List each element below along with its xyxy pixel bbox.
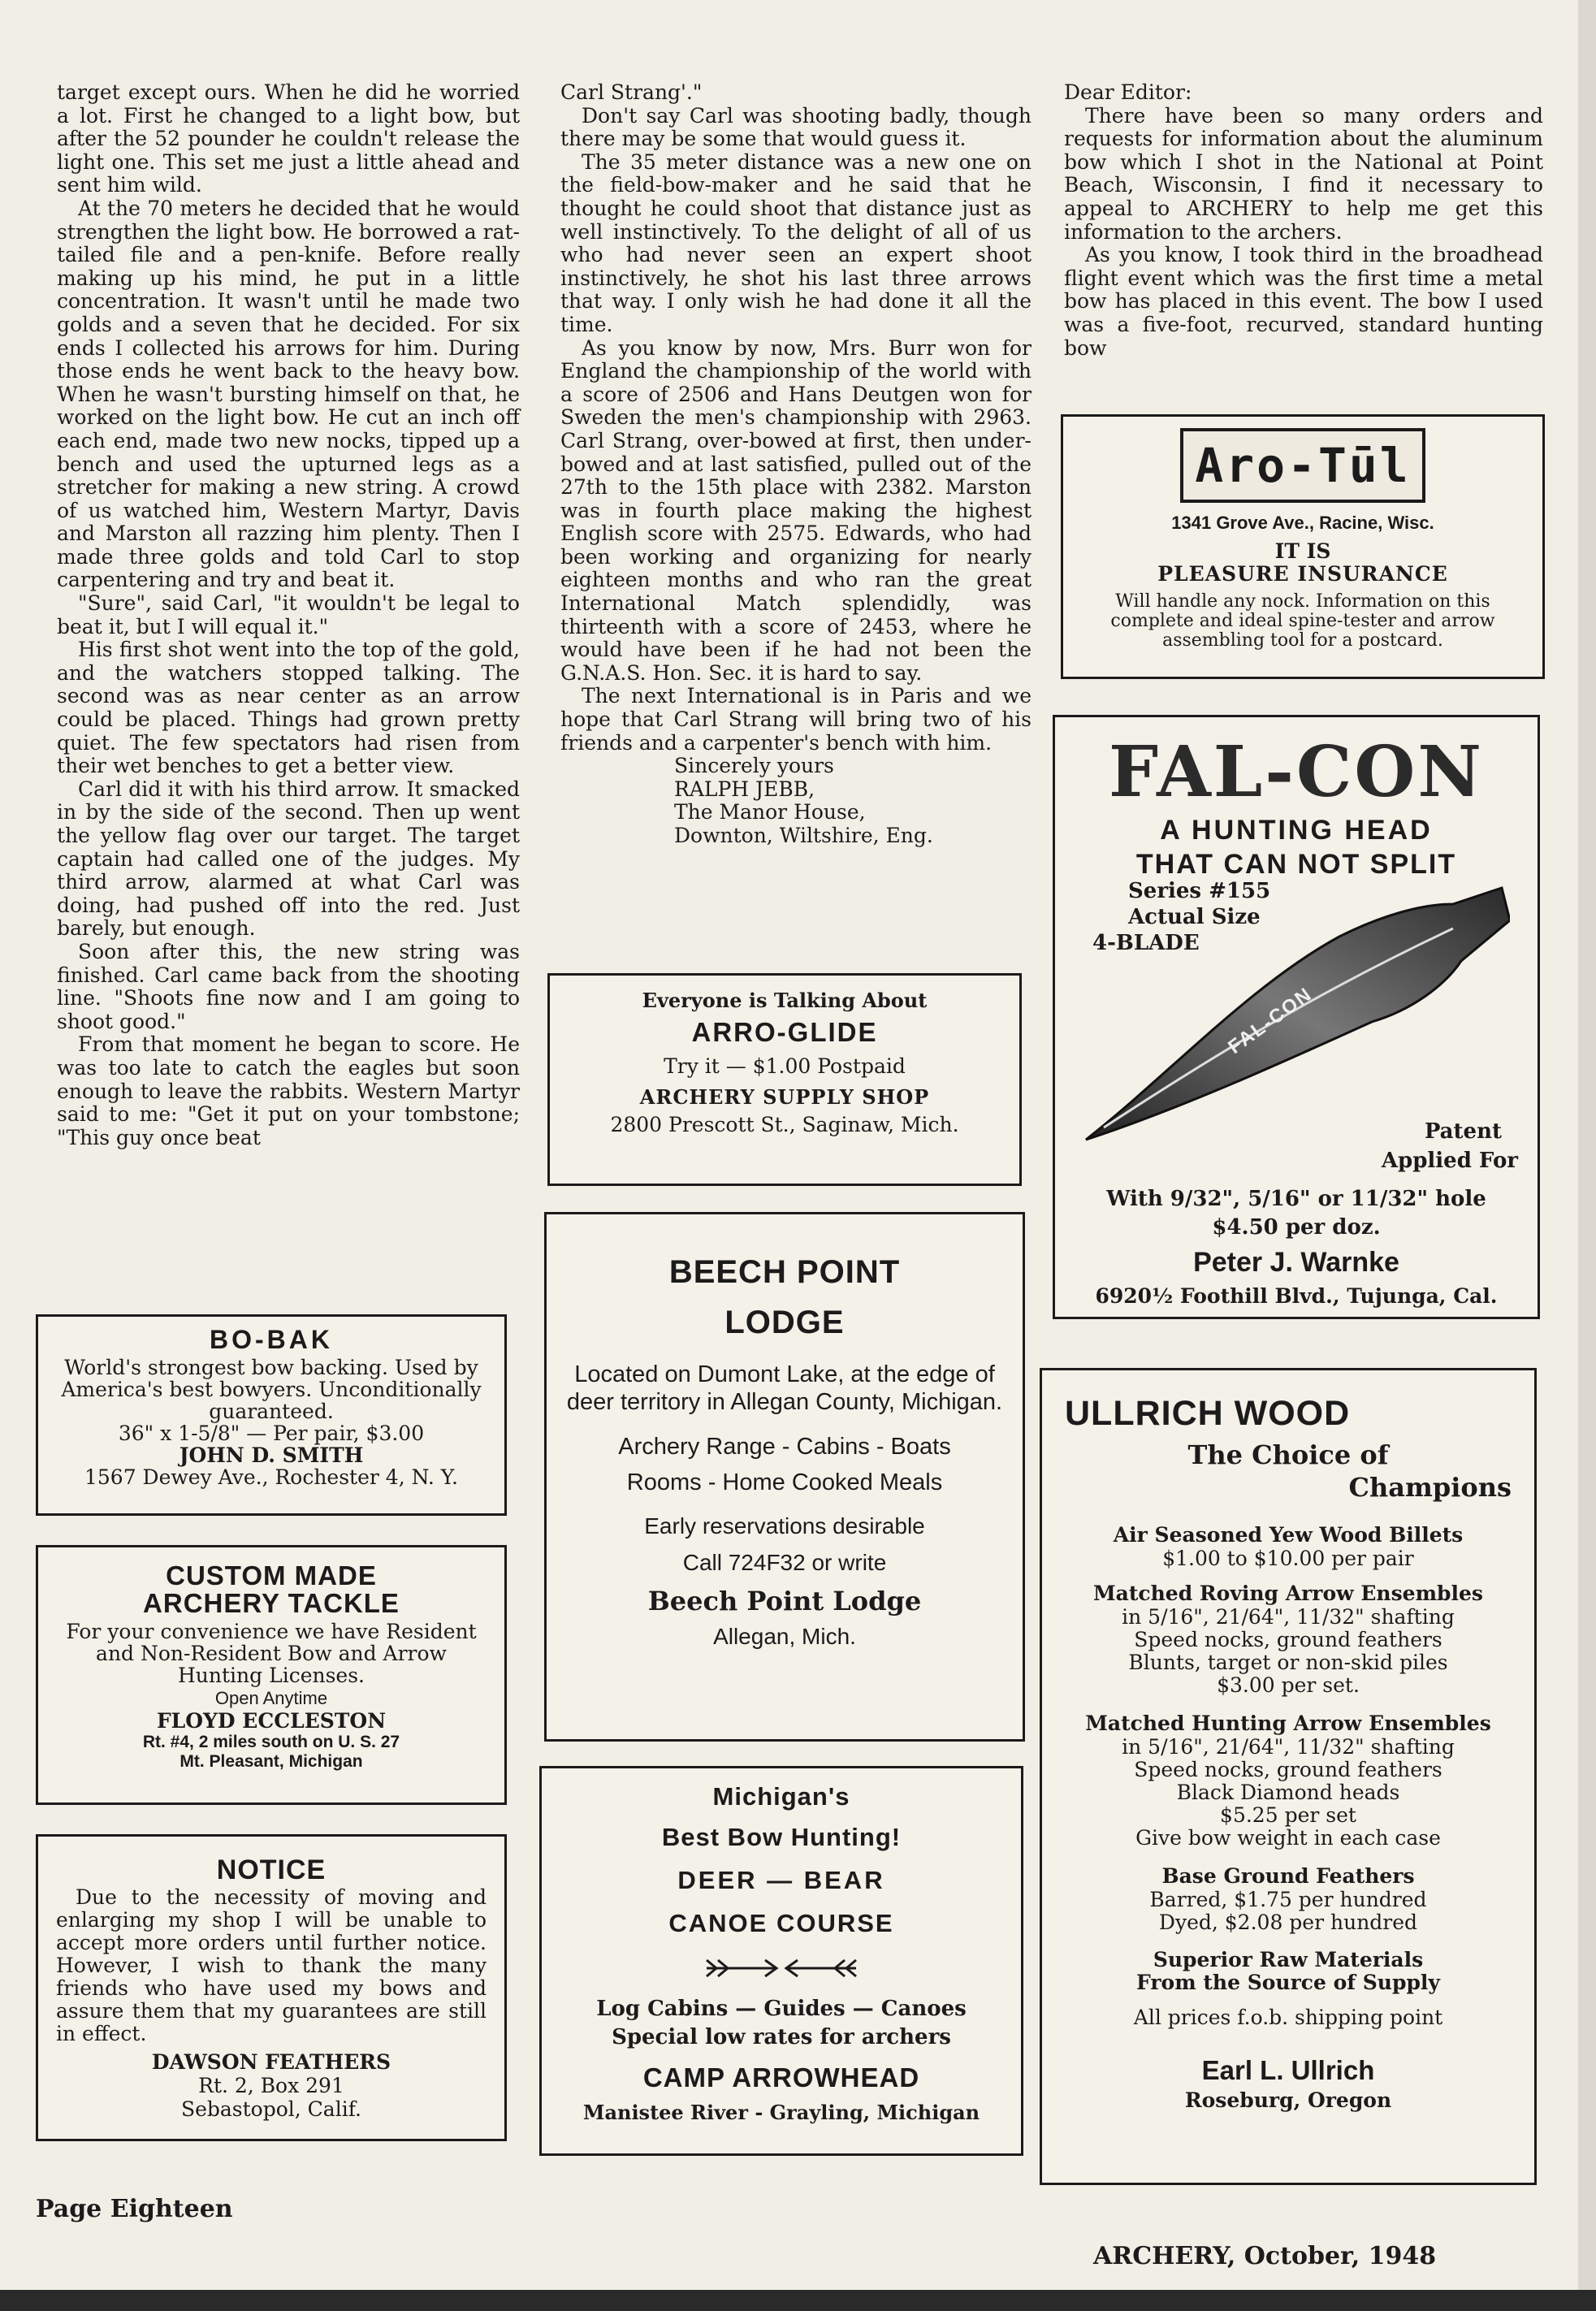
- ad-text: Archery Range - Cabins - Boats: [618, 1434, 951, 1460]
- article-paragraph: Soon after this, the new string was finished. Carl came back from the shooting line. "Shoots fine now and I am going to shoot good.": [57, 939, 520, 1033]
- ad-address: 2800 Prescott St., Saginaw, Mich.: [610, 1113, 959, 1136]
- ad-address: Roseburg, Oregon: [1184, 2088, 1392, 2112]
- ad-title: CUSTOM MADE: [166, 1560, 377, 1590]
- ad-text: Give bow weight in each case: [1135, 1826, 1441, 1850]
- ad-text: Speed nocks, ground feathers: [1134, 1758, 1442, 1781]
- article-column-1: [57, 81, 520, 1149]
- ad-heading: Base Ground Feathers: [1161, 1864, 1415, 1888]
- ad-price: Try it — $1.00 Postpaid: [664, 1054, 906, 1078]
- ad-address: Allegan, Mich.: [713, 1624, 856, 1649]
- ad-text: Everyone is Talking About: [642, 989, 928, 1012]
- ad-subtitle: THAT CAN NOT SPLIT: [1135, 849, 1457, 880]
- ad-address: Rt. #4, 2 miles south on U. S. 27: [142, 1733, 400, 1751]
- ad-text: in 5/16", 21/64", 11/32" shafting: [1122, 1605, 1455, 1629]
- article-paragraph: His first shot went into the top of the gold, and the watchers stopped talking. The second was as near center as an arrow could be placed. Things had grown pretty quiet. The few spectators had risen from their wet benches to get a better view.: [57, 638, 520, 778]
- ad-text: World's strongest bow backing. Used by America's best bowyers. Unconditionally guaranteed.: [61, 1356, 482, 1423]
- ad-price: 36" x 1-5/8" — Per pair, $3.00: [118, 1422, 425, 1445]
- ad-title: BO-BAK: [210, 1325, 333, 1354]
- signature-line: RALPH JEBB,: [674, 777, 815, 801]
- series-text: 4-BLADE: [1092, 931, 1200, 955]
- crossed-arrows-icon: [700, 1952, 863, 1984]
- ad-title: Best Bow Hunting!: [661, 1823, 902, 1851]
- ad-address: Manistee River - Grayling, Michigan: [582, 2101, 980, 2124]
- ad-title: ARRO-GLIDE: [691, 1017, 878, 1047]
- ad-heading: Superior Raw Materials: [1153, 1948, 1424, 1971]
- ad-price: $1.00 to $10.00 per pair: [1162, 1547, 1414, 1570]
- ad-price: $3.00 per set.: [1217, 1673, 1360, 1697]
- ad-name: FLOYD ECCLESTON: [156, 1709, 387, 1733]
- article-paragraph: From that moment he began to score. He was too late to catch the eagles but soon enough to leave the rabbits. Western Martyr said to me: "Get it put on your tombstone; "This guy once beat: [57, 1032, 520, 1149]
- letter-salutation: Dear Editor:: [1064, 80, 1192, 104]
- ad-text: Will handle any nock. Information on this complete and ideal spine-tester and arrow assembling tool for a postcard.: [1110, 591, 1495, 651]
- article-paragraph: At the 70 meters he decided that he would strengthen the light bow. He borrowed a rat-tailed file and a pen-knife. Before really making up his mind, he put in a little concentration. It wasn't until he made two golds and a seven that he decided. For six ends I collected his arrows for him. During those ends he went back to the heavy bow. When he wasn't bursting himself on that, he worked on the light bow. He cut an inch off each end, made two new nocks, tipped up a bench and used the upturned legs as a stretcher for making a new string. A crowd of us watched him, Western Martyr, Davis and Marston all razzing him plenty. Then I made three golds and told Carl to stop carpentering and try and beat it.: [57, 196, 520, 592]
- ad-custom-archery-tackle: [36, 1545, 507, 1805]
- ad-subtitle: Champions: [1348, 1472, 1512, 1503]
- ad-subtitle: The Choice of: [1187, 1439, 1389, 1470]
- ad-title: BEECH POINT: [668, 1254, 901, 1290]
- ad-price: $4.50 per doz.: [1212, 1215, 1381, 1240]
- ad-name: JOHN D. SMITH: [179, 1443, 364, 1467]
- article-paragraph: Carl did it with his third arrow. It smacked in by the side of the second. Then up went the yellow flag over our target. The target captain had called one of the judges. My third arrow, alarmed at what Carl was doing, had pushed off into the red. Just barely, but enough.: [57, 777, 520, 941]
- patent-text: Patent: [1424, 1119, 1502, 1144]
- ad-address: Mt. Pleasant, Michigan: [179, 1752, 363, 1771]
- ad-title: DEER — BEAR: [677, 1866, 885, 1894]
- ad-aro-tul: [1061, 414, 1545, 679]
- ad-text: Black Diamond heads: [1176, 1781, 1400, 1804]
- signature-line: The Manor House,: [674, 800, 866, 824]
- ad-camp-arrowhead: [539, 1766, 1023, 2156]
- ad-ullrich-wood: [1040, 1368, 1537, 2185]
- ad-name: ARCHERY SUPPLY SHOP: [639, 1085, 930, 1109]
- letter-signature: [560, 755, 1032, 847]
- ad-notice: [36, 1834, 507, 2141]
- ad-text: All prices f.o.b. shipping point: [1133, 2006, 1443, 2029]
- article-column-3: [1064, 81, 1543, 360]
- ad-fal-con: [1053, 715, 1540, 1319]
- article-paragraph: As you know, I took third in the broadhead flight event which was the first time a metal bow has placed in this event. The bow I used was a five-foot, recurved, standard hunting bow: [1064, 243, 1543, 360]
- article-paragraph: target except ours. When he did he worried a lot. First he changed to a light bow, but after the 52 pounder he couldn't release the light one. This set me just a little ahead and sent him wild.: [57, 80, 520, 197]
- ad-text: Special low rates for archers: [612, 2025, 951, 2049]
- ad-text: Log Cabins — Guides — Canoes: [596, 1997, 967, 2021]
- ad-text: With 9/32", 5/16" or 11/32" hole: [1106, 1187, 1486, 1211]
- ad-text: Rooms - Home Cooked Meals: [626, 1469, 943, 1495]
- patent-block: [1382, 1117, 1518, 1175]
- series-text: Series #155: [1128, 879, 1271, 903]
- ad-price: Dyed, $2.08 per hundred: [1158, 1911, 1418, 1934]
- scan-border: [0, 2290, 1596, 2311]
- ad-slogan: PLEASURE INSURANCE: [1157, 562, 1448, 586]
- ad-heading: Air Seasoned Yew Wood Billets: [1113, 1523, 1464, 1547]
- blade-label: FAL-CON: [1224, 983, 1317, 1058]
- article-column-2: [560, 81, 1032, 848]
- falcon-bottom: [1055, 1184, 1538, 1309]
- ad-name: Peter J. Warnke: [1193, 1247, 1399, 1278]
- ad-text: Due to the necessity of moving and enlarging my shop I will be unable to accept more orders until further notice. However, I wish to thank the many friends who have used my bows and assure them that my guarantees are still in effect.: [56, 1885, 487, 2045]
- ad-title: FAL-CON: [1109, 731, 1484, 813]
- ad-price: $5.25 per set: [1220, 1803, 1356, 1827]
- signature-line: Downton, Wiltshire, Eng.: [674, 824, 933, 847]
- ad-title: LODGE: [724, 1305, 845, 1340]
- article-paragraph: As you know by now, Mrs. Burr won for England the championship of the world with a score of 2506 and Hans Deutgen won for Sweden the men's championship with 2963. Carl Strang, over-bowed at first, then under-bowed and at last satisfied, pulled out of the 27th to the 15th place with 2382. Marston was in fourth place making the highest English score with 2575. Edwards, who had been working and organizing for nearly eighteen months and who ran the great International Match splendidly, was thirteenth with a score of 2453, where he would have been if he had not been the G.N.A.S. Hon. Sec. it is hard to say.: [560, 335, 1032, 685]
- ad-heading: Matched Roving Arrow Ensembles: [1092, 1582, 1483, 1605]
- ad-text: Located on Dumont Lake, at the edge of deer territory in Allegan County, Michigan.: [566, 1361, 1003, 1415]
- article-paragraph: "Sure", said Carl, "it wouldn't be legal to beat it, but I will equal it.": [57, 591, 520, 638]
- ad-title: CANOE COURSE: [668, 1909, 894, 1937]
- patent-text: Applied For: [1381, 1149, 1518, 1173]
- ad-address: 1567 Dewey Ave., Rochester 4, N. Y.: [84, 1465, 458, 1489]
- ad-name: CAMP ARROWHEAD: [642, 2062, 920, 2092]
- page-edge: [1578, 0, 1596, 2311]
- ad-subtitle: A HUNTING HEAD: [1160, 815, 1433, 846]
- ad-price: Barred, $1.75 per hundred: [1149, 1888, 1427, 1911]
- page-number: Page Eighteen: [36, 2195, 233, 2223]
- ad-heading: From the Source of Supply: [1136, 1971, 1440, 1994]
- article-paragraph: There have been so many orders and requests for information about the aluminum bow which I shot in the National at Point Beach, Wisconsin, I find it necessary to appeal to ARCHERY to help me get this information to the archers.: [1064, 103, 1543, 244]
- ad-title: NOTICE: [216, 1854, 327, 1885]
- ad-bobak: [36, 1314, 507, 1516]
- ad-name: Beech Point Lodge: [647, 1586, 922, 1616]
- ad-title: ULLRICH WOOD: [1065, 1394, 1351, 1433]
- ad-text: Blunts, target or non-skid piles: [1128, 1651, 1448, 1674]
- ad-text: Call 724F32 or write: [682, 1550, 887, 1575]
- ad-heading: Matched Hunting Arrow Ensembles: [1085, 1712, 1491, 1735]
- ad-text: Speed nocks, ground feathers: [1134, 1628, 1442, 1651]
- series-text: Actual Size: [1128, 905, 1261, 929]
- ad-name: DAWSON FEATHERS: [151, 2050, 391, 2074]
- article-paragraph: Carl Strang'.": [560, 80, 703, 104]
- ad-address: 1341 Grove Ave., Racine, Wisc.: [1171, 513, 1434, 533]
- article-paragraph: The next International is in Paris and we hope that Carl Strang will bring two of his friends and a carpenter's bench with him.: [560, 684, 1032, 755]
- aro-tul-logo: [1180, 428, 1425, 503]
- ad-text: in 5/16", 21/64", 11/32" shafting: [1122, 1735, 1455, 1759]
- ad-address: Sebastopol, Calif.: [180, 2097, 362, 2121]
- ad-address: 6920½ Foothill Blvd., Tujunga, Cal.: [1095, 1284, 1498, 1308]
- ad-title: ARCHERY TACKLE: [143, 1588, 400, 1618]
- magazine-title: ARCHERY, October, 1948: [1093, 2242, 1437, 2270]
- signature-line: Sincerely yours: [674, 754, 834, 778]
- ad-slogan: IT IS: [1274, 539, 1331, 563]
- ad-name: Earl L. Ullrich: [1201, 2055, 1375, 2085]
- article-paragraph: Don't say Carl was shooting badly, though there may be some that would guess it.: [560, 103, 1032, 151]
- article-paragraph: The 35 meter distance was a new one on the field-bow-maker and he said that he thought he could shoot that distance just as well instinctively. To the delight of all of us who had never seen an expert shoot instinctively, he shot his last three arrows that way. I only wish he had done it all the time.: [560, 149, 1032, 336]
- ad-address: Rt. 2, Box 291: [198, 2074, 344, 2097]
- ad-arro-glide: [547, 973, 1022, 1186]
- ad-beech-point-lodge: [544, 1212, 1025, 1742]
- logo-text: Aro-Tūl: [1195, 438, 1411, 493]
- ad-hours: Open Anytime: [214, 1688, 328, 1708]
- ad-title: Michigan's: [712, 1782, 850, 1811]
- ad-text: Early reservations desirable: [644, 1513, 925, 1539]
- ad-text: For your convenience we have Resident and Non-Resident Bow and Arrow Hunting Licenses.: [66, 1620, 477, 1687]
